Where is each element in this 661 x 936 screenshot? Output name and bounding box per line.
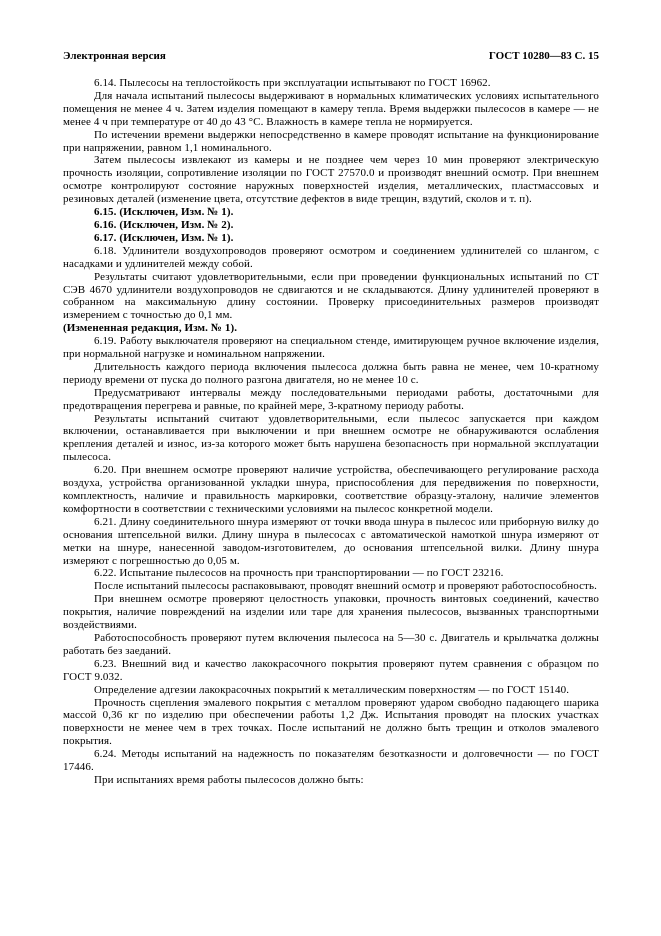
paragraph: Определение адгезии лакокрасочных покрытий к металлическим поверхностям — по ГОСТ 15140.	[94, 683, 570, 696]
paragraph: При испытаниях время работы пылесосов должно быть:	[94, 773, 364, 786]
paragraph: 6.15. (Исключен, Изм. № 1).	[94, 206, 234, 219]
paragraph: 6.14. Пылесосы на теплостойкость при эксплуатации испытывают по ГОСТ 16962.	[94, 77, 491, 89]
header-gost-number: ГОСТ 10280—83 С. 15	[488, 50, 599, 62]
paragraph: 6.19. Работу выключателя проверяют на специальном стенде, имитирующем ручное включение изделия, при нормальной нагрузке и номинальном напряжении.	[63, 335, 599, 361]
paragraph: 6.20. При внешнем осмотре проверяют наличие устройства, обеспечивающего регулирование расхода воздуха, устройства организованной укладки шнура, приспособления для передвижения по поверхности, комплектность, наличие и правильность маркировки, соответствие образцу-эталону, наличие элементов комфортности в соответствии с техническими условиями на пылесос конкретной модели.	[63, 464, 599, 515]
paragraph: 6.17. (Исключен, Изм. № 1).	[94, 231, 234, 244]
paragraph: Для начала испытаний пылесосы выдерживают в нормальных климатических условиях испытательного помещения не менее 4 ч. Затем изделия помещают в камеру тепла. Время выдержки пылесосов в камере — не менее 4 ч при температуре от 40 до 43 °С. Влажность в камере тепла не нормируется.	[63, 89, 599, 128]
paragraph: 6.18. Удлинители воздухопроводов проверяют осмотром и соединением удлинителей со шлангом, с насадками и удлинителей между собой.	[63, 244, 599, 270]
paragraph: 6.21. Длину соединительного шнура измеряют от точки ввода шнура в пылесос или приборную вилку до основания штепсельной вилки. Длину шнура в пылесосах с автоматической намоткой шнура измеряют от метки на шнуре, нанесенной заводом-изготовителем, до основания штепсельной вилки. Длину шнура измеряют с погрешностью до 0,05 м.	[63, 515, 599, 567]
paragraph: Длительность каждого периода включения пылесоса должна быть равна не менее, чем 10-кратному периоду времени от пуска до полного разгона двигателя, но не менее 10 с.	[63, 360, 599, 386]
paragraph: Результаты считают удовлетворительными, если при проведении функциональных испытаний по СТ СЭВ 4670 удлинители воздухопроводов не сдвигаются и не складываются. Длину удлинителей проверяют в собранном на максимальную длину состоянии. Проверку присоединительных размеров производят измерением с точностью до 0,1 мм.	[63, 270, 599, 322]
paragraph: Результаты испытаний считают удовлетворительными, если пылесос запускается при каждом включении, останавливается при выключении и при внешнем осмотре не обнаруживаются ослабления крепления деталей и износ, из-за которого может быть нарушена безопасность при нормальной эксплуатации пылесоса.	[63, 412, 599, 464]
paragraph: После испытаний пылесосы распаковывают, проводят внешний осмотр и проверяют работоспособность.	[94, 580, 597, 593]
paragraph: Затем пылесосы извлекают из камеры и не позднее чем через 10 мин проверяют электрическую прочность изоляции, сопротивление изоляции по ГОСТ 27570.0 и производят внешний осмотр. При внешнем осмотре контролируют состояние наружных поверхностей изделия, металлических, пластмассовых и резиновых деталей (изменение цвета, отсутствие дефектов в виде трещин, вздутий, сколов и т. п).	[63, 154, 599, 206]
paragraph: (Измененная редакция, Изм. № 1).	[63, 322, 238, 335]
paragraph: Прочность сцепления эмалевого покрытия с металлом проверяют ударом свободно падающего шарика массой 0,36 кг по изделию при обеспечении работы 1,2 Дж. Испытания проводят на плоских участках поверхности не менее чем в трех точках. После испытаний не должно быть трещин и отколов эмалевого покрытия.	[63, 696, 599, 748]
paragraph: По истечении времени выдержки непосредственно в камере проводят испытание на функционирование при напряжении, равном 1,1 номинального.	[63, 128, 599, 154]
paragraph: Предусматривают интервалы между последовательными периодами работы, достаточными для предотвращения перегрева и равные, по крайней мере, 3-кратному периоду работы.	[63, 386, 599, 412]
header-edition-label: Электронная версия	[63, 50, 166, 62]
page-header	[63, 50, 599, 62]
paragraph: 6.24. Методы испытаний на надежность по показателям безотказности и долговечности — по ГОСТ 17446.	[63, 748, 599, 774]
paragraph: При внешнем осмотре проверяют целостность упаковки, прочность винтовых соединений, качество покрытия, наличие повреждений на изделии или таре для хранения пылесосов, вызванных транспортными воздействиями.	[63, 593, 599, 632]
paragraph: 6.23. Внешний вид и качество лакокрасочного покрытия проверяют путем сравнения с образцом по ГОСТ 9.032.	[63, 657, 599, 683]
paragraph: 6.16. (Исключен, Изм. № 2).	[94, 218, 234, 231]
paragraph: Работоспособность проверяют путем включения пылесоса на 5—30 с. Двигатель и крыльчатка должны работать без заеданий.	[63, 631, 599, 657]
paragraph: 6.22. Испытание пылесосов на прочность при транспортировании — по ГОСТ 23216.	[94, 567, 504, 580]
document-body	[63, 77, 599, 787]
